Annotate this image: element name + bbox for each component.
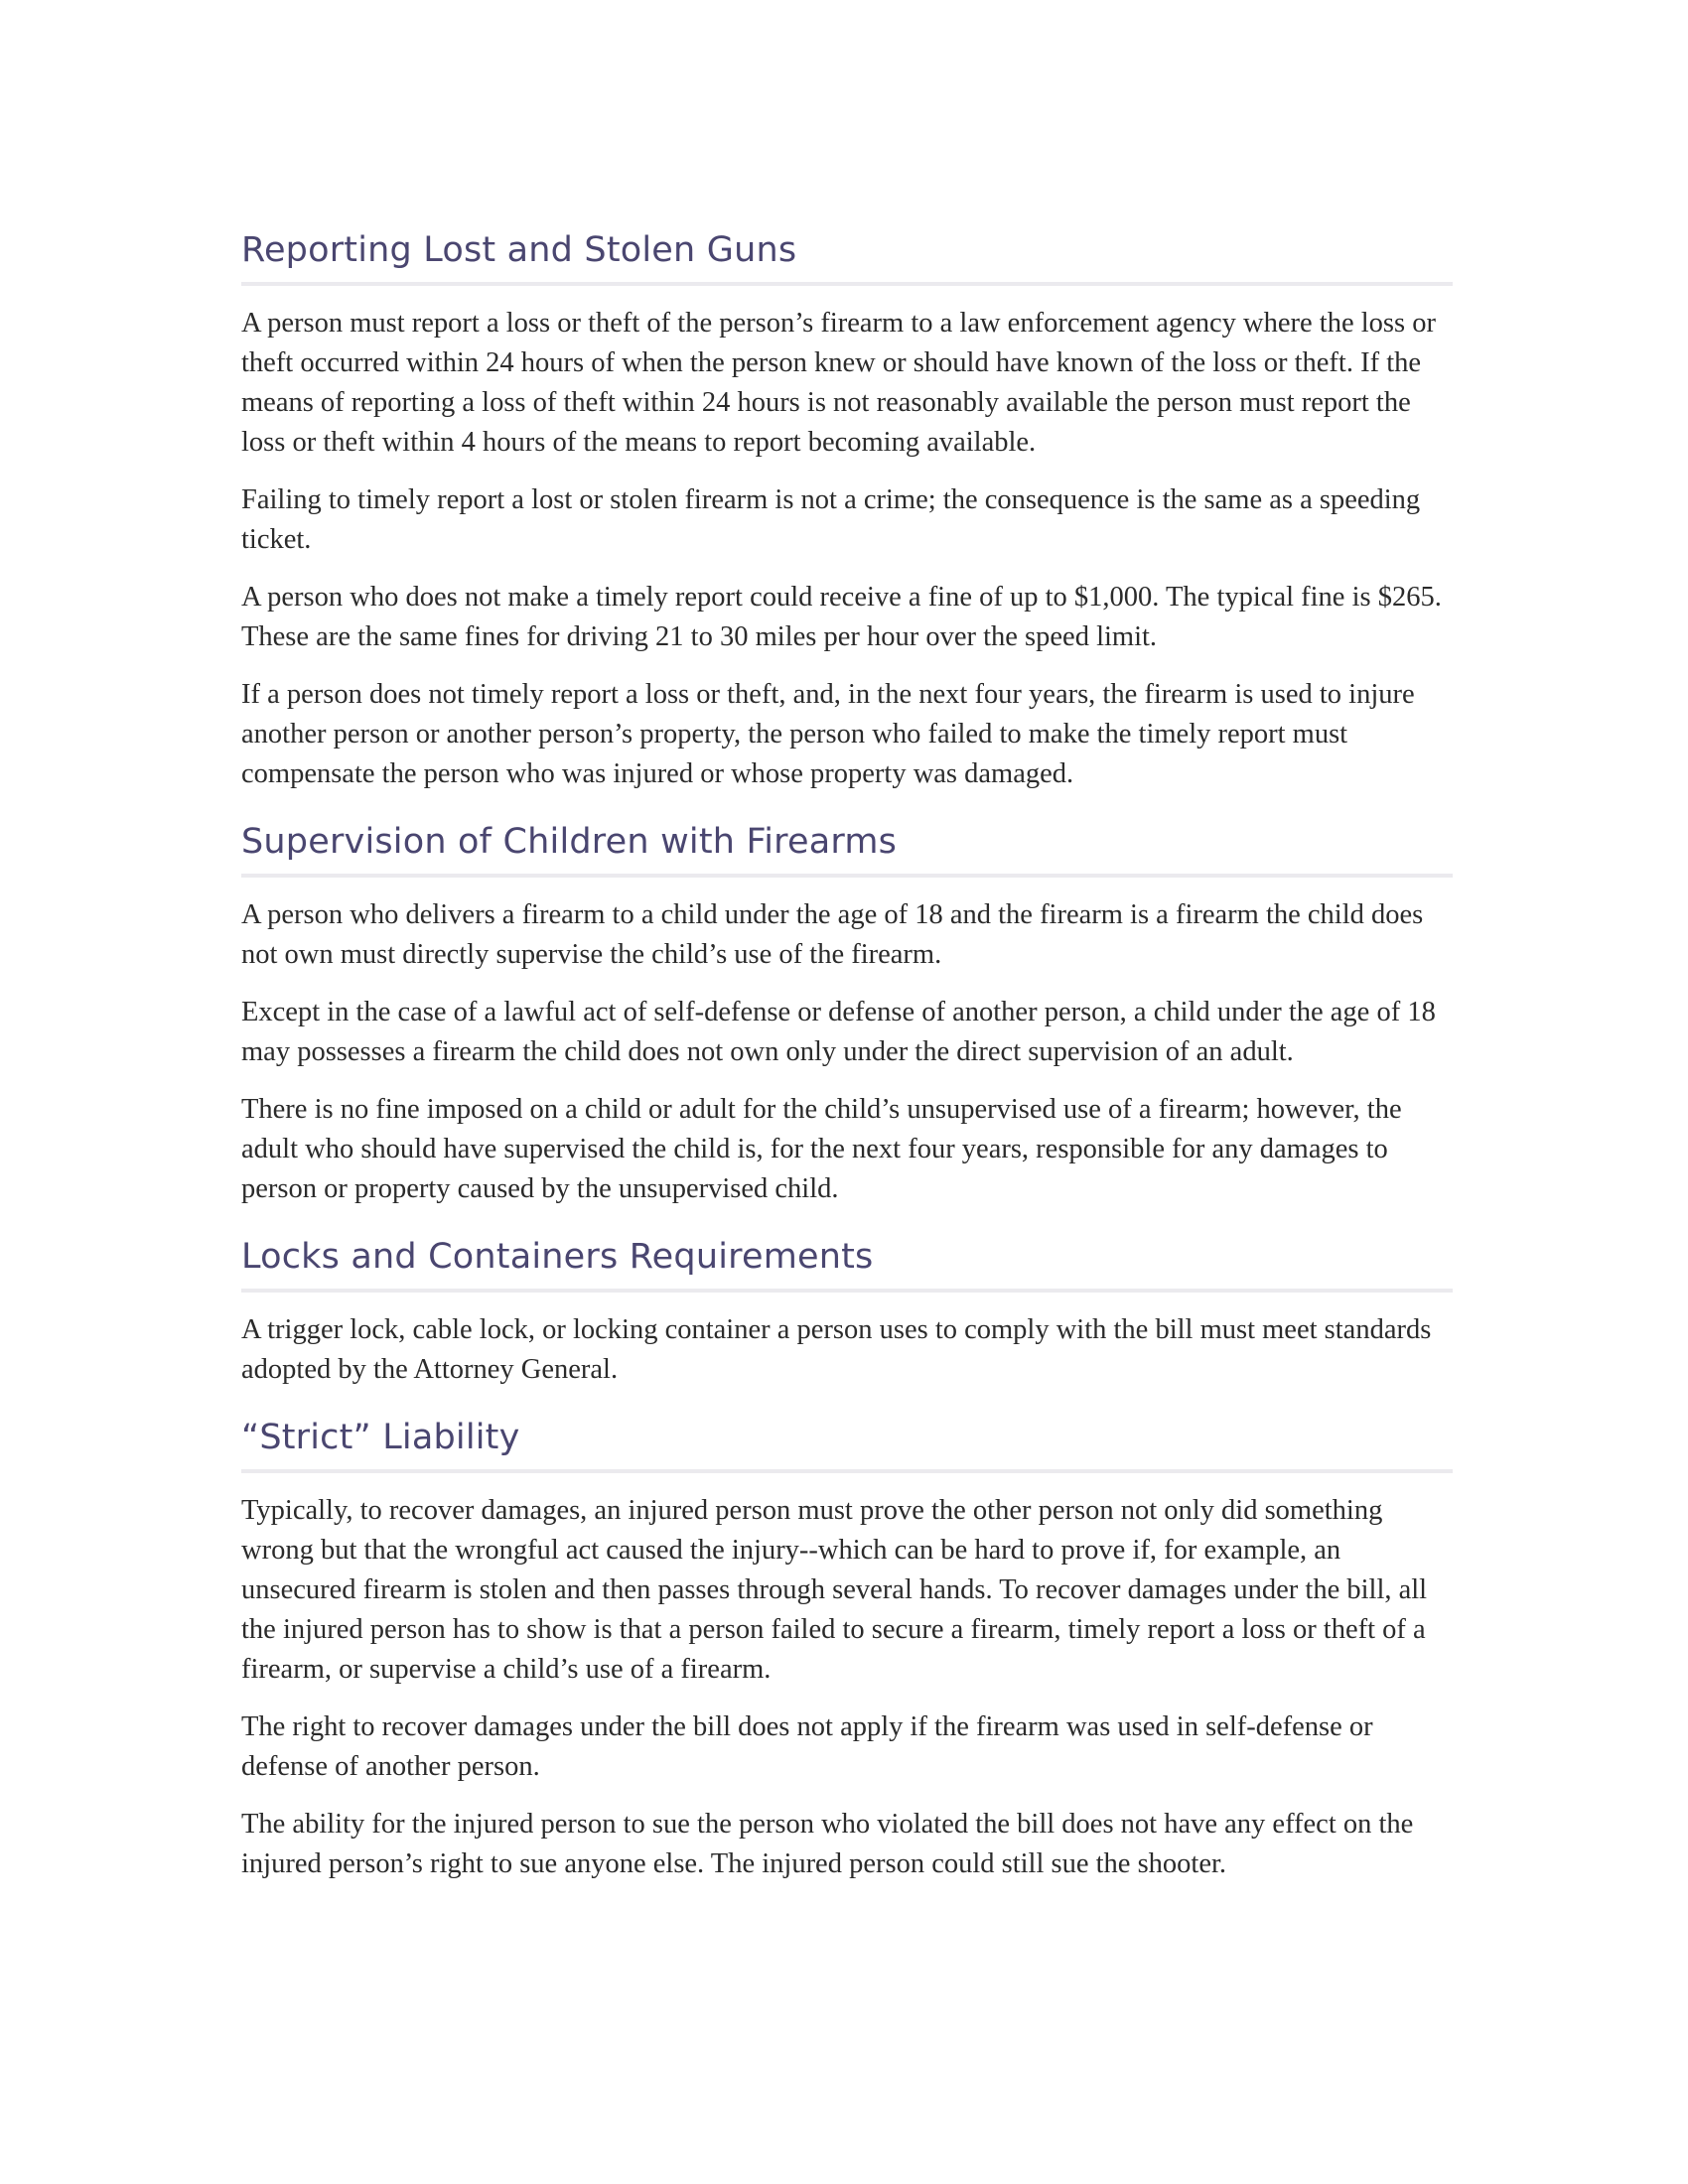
section-heading: “Strict” Liability <box>241 1414 1453 1473</box>
section-reporting-lost-stolen <box>241 226 1453 794</box>
paragraph: The right to recover damages under the bill does not apply if the firearm was used in self-defense or defense of another person. <box>241 1711 1373 1782</box>
document-page <box>241 226 1453 1884</box>
section-strict-liability <box>241 1414 1453 1884</box>
paragraph: Typically, to recover damages, an injured person must prove the other person not only did something wrong but that the wrongful act caused the injury--which can be hard to prove if, for example, an unsecured firearm is stolen and then passes through several hands. To recover damages under the bill, all the injured person has to show is that a person failed to secure a firearm, timely report a loss or theft of a firearm, or supervise a child’s use of a firearm. <box>241 1495 1428 1685</box>
paragraph: A trigger lock, cable lock, or locking container a person uses to comply with the bill must meet standards adopted by the Attorney General. <box>241 1314 1432 1385</box>
paragraph: Except in the case of a lawful act of self-defense or defense of another person, a child under the age of 18 may possesses a firearm the child does not own only under the direct supervision of an adult. <box>241 997 1436 1067</box>
section-supervision-children <box>241 818 1453 1209</box>
paragraph: If a person does not timely report a loss or theft, and, in the next four years, the firearm is used to injure another person or another person’s property, the person who failed to make the timely report must compensate the person who was injured or whose property was damaged. <box>241 679 1415 789</box>
paragraph: Failing to timely report a lost or stolen firearm is not a crime; the consequence is the same as a speeding ticket. <box>241 484 1421 555</box>
paragraph: A person who does not make a timely report could receive a fine of up to $1,000. The typical fine is $265. These are the same fines for driving 21 to 30 miles per hour over the speed limit. <box>241 582 1442 652</box>
paragraph: There is no fine imposed on a child or adult for the child’s unsupervised use of a firearm; however, the adult who should have supervised the child is, for the next four years, responsible for any damages to person or property caused by the unsupervised child. <box>241 1094 1402 1204</box>
section-locks-containers <box>241 1233 1453 1390</box>
section-heading: Reporting Lost and Stolen Guns <box>241 226 1453 286</box>
section-heading: Locks and Containers Requirements <box>241 1233 1453 1293</box>
paragraph: A person must report a loss or theft of the person’s firearm to a law enforcement agency where the loss or theft occurred within 24 hours of when the person knew or should have known of the loss or theft. If the means of reporting a loss of theft within 24 hours is not reasonably available the person must report the loss or theft within 4 hours of the means to report becoming available. <box>241 308 1436 458</box>
paragraph: A person who delivers a firearm to a child under the age of 18 and the firearm is a firearm the child does not own must directly supervise the child’s use of the firearm. <box>241 899 1424 970</box>
section-heading: Supervision of Children with Firearms <box>241 818 1453 878</box>
paragraph: The ability for the injured person to sue the person who violated the bill does not have any effect on the injured person’s right to sue anyone else. The injured person could still sue the shooter. <box>241 1809 1414 1879</box>
